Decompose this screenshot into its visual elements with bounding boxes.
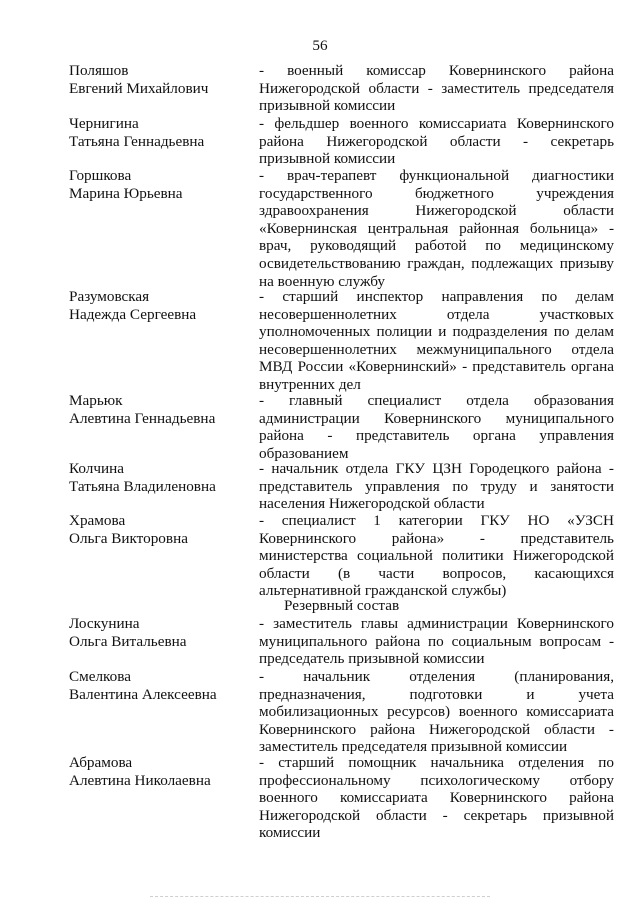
member-surname: Поляшов <box>69 62 129 79</box>
role-line: председатель призывной комиссии <box>259 650 485 668</box>
role-line: Нижегородской области - секретарь призывной <box>259 806 614 824</box>
member-given-names: Татьяна Геннадьевна <box>69 132 205 150</box>
member-given-names: Алевтина Геннадьевна <box>69 409 216 427</box>
role-line: альтернативной гражданской службы) <box>259 582 507 600</box>
member-given-names: Ольга Витальевна <box>69 632 187 650</box>
role-line: на военную службу <box>259 272 385 290</box>
member-name <box>69 167 249 202</box>
member-given-names: Алевтина Николаевна <box>69 771 211 789</box>
role-line: комиссии <box>259 824 321 842</box>
role-line: военного комиссариата Ковернинского района <box>259 789 614 807</box>
role-line: населения Нижегородской области <box>259 495 485 513</box>
reserve-heading: Резервный состав <box>284 597 400 614</box>
role-line: - заместитель главы администрации Ковернинского <box>259 615 614 632</box>
member-role <box>259 512 614 600</box>
member-role <box>259 167 614 290</box>
role-line: мобилизационных ресурсов) военного комиссариата <box>259 703 614 721</box>
member-given-names: Марина Юрьевна <box>69 184 183 202</box>
role-line: - старший помощник начальника отделения по <box>259 754 614 771</box>
role-line: врач, руководящий работой по медицинскому <box>259 237 614 255</box>
member-given-names: Ольга Викторовна <box>69 529 188 547</box>
member-role <box>259 62 614 115</box>
role-line: района Нижегородской области - секретарь <box>259 132 614 150</box>
member-given-names: Евгений Михайлович <box>69 79 209 97</box>
member-role <box>259 460 614 513</box>
role-line: - старший инспектор направления по делам <box>259 288 614 305</box>
role-line: министерства социальной политики Нижегородской <box>259 547 614 565</box>
role-line: призывной комиссии <box>259 150 396 168</box>
member-given-names: Валентина Алексеевна <box>69 685 217 703</box>
role-line: представитель управления по труду и занятости <box>259 477 614 495</box>
member-surname: Абрамова <box>69 754 133 771</box>
member-surname: Смелкова <box>69 668 131 685</box>
role-line: района - представитель органа управления <box>259 427 614 445</box>
role-line: государственного бюджетного учреждения <box>259 184 614 202</box>
role-line: освидетельствованию граждан, подлежащих призыву <box>259 254 614 272</box>
member-surname: Чернигина <box>69 115 139 132</box>
role-line: предназначения, подготовки и учета <box>259 685 614 703</box>
role-line: внутренних дел <box>259 375 361 393</box>
role-line: области (в части вопросов, касающихся <box>259 564 614 582</box>
role-line: - начальник отдела ГКУ ЦЗН Городецкого района - <box>259 460 614 477</box>
role-line: несовершеннолетних межмуниципального отдела <box>259 340 614 358</box>
member-name <box>69 754 249 789</box>
role-line: - фельдшер военного комиссариата Ковернинского <box>259 115 614 132</box>
role-line: МВД России «Ковернинский» - представитель органа <box>259 358 614 376</box>
role-line: уполномоченных полиции и подразделения по делам <box>259 323 614 341</box>
member-role <box>259 668 614 756</box>
role-line: заместитель председателя призывной комиссии <box>259 738 568 756</box>
member-name <box>69 288 249 323</box>
role-line: муниципального района по социальным вопросам - <box>259 632 614 650</box>
member-name <box>69 62 249 97</box>
member-surname: Марьюк <box>69 392 123 409</box>
member-role <box>259 288 614 394</box>
member-name <box>69 512 249 547</box>
member-role <box>259 615 614 668</box>
role-line: «Ковернинская центральная районная больница» - <box>259 219 614 237</box>
role-line: Ковернинского района Нижегородской области - <box>259 720 614 738</box>
member-role <box>259 115 614 168</box>
role-line: здравоохранения Нижегородской области <box>259 202 614 220</box>
member-surname: Храмова <box>69 512 126 529</box>
member-given-names: Татьяна Владиленовна <box>69 477 216 495</box>
member-role <box>259 392 614 462</box>
member-surname: Горшкова <box>69 167 132 184</box>
page-number: 56 <box>312 37 328 54</box>
member-given-names: Надежда Сергеевна <box>69 305 197 323</box>
member-surname: Лоскунина <box>69 615 140 632</box>
role-line: администрации Ковернинского муниципального <box>259 409 614 427</box>
member-name <box>69 392 249 427</box>
role-line: - врач-терапевт функциональной диагностики <box>259 167 614 184</box>
member-name <box>69 668 249 703</box>
role-line: Ковернинского района» - представитель <box>259 529 614 547</box>
role-line: Нижегородской области - заместитель председателя <box>259 79 614 97</box>
member-name <box>69 615 249 650</box>
role-line: - специалист 1 категории ГКУ НО «УЗСН <box>259 512 614 529</box>
role-line: - начальник отделения (планирования, <box>259 668 614 685</box>
member-name <box>69 115 249 150</box>
member-name <box>69 460 249 495</box>
role-line: профессиональному психологическому отбору <box>259 771 614 789</box>
role-line: - главный специалист отдела образования <box>259 392 614 409</box>
member-surname: Колчина <box>69 460 124 477</box>
role-line: призывной комиссии <box>259 97 396 115</box>
role-line: образованием <box>259 444 349 462</box>
member-surname: Разумовская <box>69 288 150 305</box>
role-line: несовершеннолетних отдела участковых <box>259 305 614 323</box>
role-line: - военный комиссар Ковернинского района <box>259 62 614 79</box>
scan-edge-line <box>150 896 490 897</box>
member-role <box>259 754 614 842</box>
